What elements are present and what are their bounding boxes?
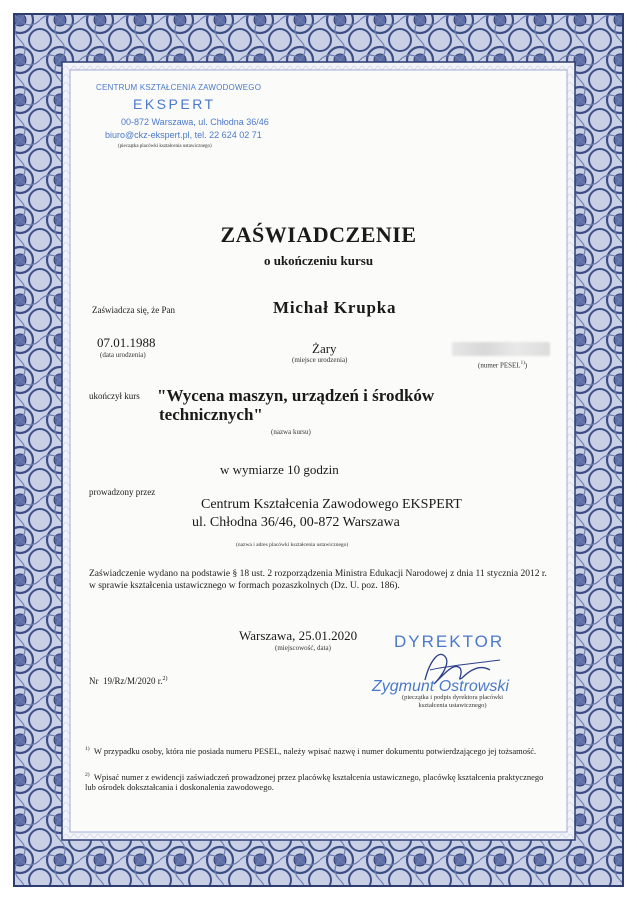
pesel-redacted	[452, 342, 550, 356]
stamp-organization: CENTRUM KSZTAŁCENIA ZAWODOWEGO	[96, 83, 262, 92]
stamp-caption: (pieczątka placówki kształcenia ustawicznego)	[118, 144, 212, 149]
birth-date: 07.01.1988	[97, 335, 156, 350]
director-caption: (pieczątka i podpis dyrektora placówki kształcenia ustawicznego)	[401, 694, 504, 709]
director-name: Zygmunt Ostrowski	[372, 678, 509, 695]
institution-line1: Centrum Kształcenia Zawodowego EKSPERT	[201, 497, 462, 512]
birth-date-caption: (data urodzenia)	[100, 351, 146, 359]
course-name-line2: technicznych"	[159, 405, 263, 424]
footnote-1: $^{1)}$ W przypadku osoby, która nie posiada numeru PESEL, należy wpisać nazwę i numer dokumentu potwierdzającego jej tożsamość.	[85, 745, 537, 756]
course-name-line1: "Wycena maszyn, urządzeń i środków	[157, 386, 435, 405]
legal-basis: Zaświadczenie wydano na podstawie § 18 ust. 2 rozporządzenia Ministra Edukacji Narodowej z dnia 11 stycznia 2012 r. w sprawie kształcenia ustawicznego w formach pozaszkolnych (Dz. U. poz. 186).	[89, 569, 547, 591]
issue-caption: (miejscowość, data)	[275, 644, 331, 652]
pesel-caption: (numer PESEL$^{1)}$)	[478, 361, 528, 370]
stamp-contact: biuro@ckz-ekspert.pl, tel. 22 624 02 71	[105, 130, 262, 140]
institution-caption: (nazwa i adres placówki kształcenia ustawicznego)	[236, 542, 349, 548]
issue-place-date: Warszawa, 25.01.2020	[239, 628, 358, 643]
birth-place-caption: (miejsce urodzenia)	[292, 356, 348, 364]
footnote-2: $^{2)}$ Wpisać numer z ewidencji zaświadczeń prowadzonej przez placówkę kształcenia ustawicznego, placówkę kształcenia praktycznego lub ośrodek dokształcania i doskonalenia zawodowego.	[85, 771, 544, 793]
certificate-subtitle: o ukończeniu kursu	[263, 253, 374, 268]
institution-line2: ul. Chłodna 36/46, 00-872 Warszawa	[192, 515, 400, 530]
stamp-name: EKSPERT	[133, 96, 216, 112]
course-duration: w wymiarze 10 godzin	[220, 462, 339, 477]
course-label: ukończył kurs	[89, 391, 140, 401]
director-title: DYREKTOR	[394, 632, 505, 651]
certificate-title: ZAŚWIADCZENIE	[220, 222, 417, 247]
issue-number: Nr 19/Rz/M/2020 r.$^{2)}$	[89, 676, 168, 686]
course-caption: (nazwa kursu)	[271, 428, 311, 436]
institution-label: prowadzony przez	[89, 487, 156, 497]
birth-place: Żary	[312, 341, 337, 356]
stamp-address: 00-872 Warszawa, ul. Chłodna 36/46	[121, 117, 269, 127]
intro-label: Zaświadcza się, że Pan	[92, 305, 175, 315]
person-name: Michał Krupka	[273, 298, 397, 317]
